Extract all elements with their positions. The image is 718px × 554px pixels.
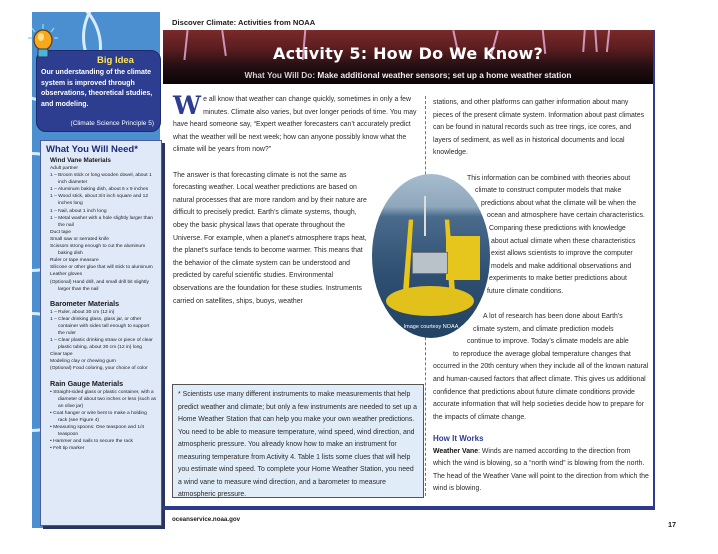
running-head: Discover Climate: Activities from NOAA: [172, 18, 316, 27]
list-item: Duct tape: [50, 229, 71, 235]
list-item: 1 – Aluminum baking dish, about 6 x 9 inches: [50, 187, 149, 193]
list-item: • Measuring spoons: One teaspoon and 1/4 teaspoon: [50, 425, 145, 438]
list-item: • Felt tip marker: [50, 446, 85, 452]
list-item: • Straight-sided glass or plastic container, with a diameter of about two inches or less (such as an olive jar): [50, 389, 157, 409]
how-it-works-text: Weather Vane: Winds are named according to the direction from which the wind is blowing, so a “north wind” is blowing from the north. The head of the Weather Vane will point to the direction from which the wind is blowing.: [433, 447, 649, 493]
list-item: • Hammer and nails to secure the rack: [50, 439, 133, 445]
wrapped-paragraph: A lot of research has been done about Earth’s climate system, and climate prediction models continue to improve. Today’s climate models are able to reproduce the average global temperature changes that: [453, 313, 631, 358]
big-idea-title: Big Idea: [97, 55, 134, 66]
materials-title: What You Will Need*: [46, 144, 138, 155]
list-item: 1 – Broom stick or long wooden dowel, about 1 inch diameter: [50, 173, 152, 186]
big-idea-box: [36, 50, 161, 132]
activity-subtitle: [163, 70, 653, 80]
list-item: 1 – Clear drinking glass, glass jar, or other container with sides tall enough to support the ruler: [50, 316, 150, 336]
list-item: 1 – Nail, about 1 inch long: [50, 208, 107, 214]
scientists-note-box: * Scientists use many different instruments to make measurements that help predict weather and climate; but only a few instruments are needed to set up a Home Weather Station that can help you make your own weather predictions. You need to be able to measure temperature, wind speed, wind direction, and atmospheric pressure. You already know how to make an instrument for measuring temperature from Activity 4. Table 1 lists some clues that will help you estimate wind speed. To complete your Home Weather Station, you need a wind vane to measure wind direction, and a barometer to measure atmospheric pressure.: [172, 384, 424, 498]
body-paragraph: occurred in the 20th century when they include all of the known natural and human-caused factors that affect climate. This gives us additional confidence that predictions about future climate conditions provide accurate information that will help societies decide how to prepare for the impacts of climate change.: [433, 363, 649, 421]
list-item: Small saw or serrated knife: [50, 236, 109, 242]
list-item: Silicone or other glue that will stick to aluminum: [50, 265, 153, 271]
big-idea-text: Our understanding of the climate system is improved through observations, theoretical studies, and modeling.: [41, 69, 153, 108]
section-heading: Wind Vane Materials: [50, 157, 111, 164]
list-item: 1 – Metal washer with a hole slightly larger than the nail: [50, 215, 154, 228]
body-paragraph: stations, and other platforms can gather information about many pieces of the present climate system. Information about past climates can be found in natural records such as tree rings, ice cores, and layers of sediment, as well as in historical documents and local knowledge.: [433, 99, 645, 157]
page-number: 17: [668, 520, 677, 529]
drop-cap: W: [173, 91, 202, 120]
materials-box: [40, 140, 162, 526]
list-item: Leather gloves: [50, 272, 83, 278]
list-item: Ruler or tape measure: [50, 258, 99, 264]
list-item: Clear tape: [50, 352, 73, 358]
big-idea-citation: (Climate Science Principle 5): [70, 120, 154, 127]
list-item: • Coat hanger or wire bent to make a holding rack (see Figure 4): [50, 410, 147, 423]
list-item: 1 – Clear plastic drinking straw or piece of clear plastic tubing, about 30 cm (12 in) long: [50, 338, 153, 351]
body-paragraph: The answer is that forecasting climate is not the same as forecasting weather. Local weather predictions are based on natural processes that are more random and by their nature are difficult to precisely predict. Earth’s climate systems, though, obey the basic physical laws that operate throughout the Universe. For example, when a planet’s atmosphere traps heat, the planet’s surface tends to become warmer. This means that the behavior of the climate system can be understood and predicted by careful scientific studies. Environmental observations are the foundation for these studies. Instruments carried on satellites, ships, buoys, weather: [173, 171, 367, 305]
lightbulb-icon: [28, 24, 58, 62]
activity-title: Activity 5: How Do We Know?: [273, 44, 543, 63]
list-item: Scissors strong enough to cut the aluminum baking dish: [50, 244, 146, 257]
list-item: (Optional) Food coloring, your choice of color: [50, 366, 148, 372]
activity-banner: [163, 30, 653, 84]
section-heading: Rain Gauge Materials: [50, 378, 124, 388]
subtitle-text: Make additional weather sensors; set up a home weather station: [315, 70, 572, 80]
section-heading: Barometer Materials: [50, 298, 120, 308]
footer-rule: [163, 507, 655, 510]
list-item: Modeling clay or chewing gum: [50, 359, 116, 365]
list-item: (Optional) Hand drill, and small drill bit slightly larger than the nail: [50, 279, 149, 292]
wrapped-paragraph: This information can be combined with theories about climate to construct computer models that make predictions about what the climate will be when the ocean and atmosphere have certain characteristics. Comparing these predictions with knowledge about actual climate when these characteristics exist allows scientists to improve the computer models and make additional observations and experiments to make better predictions about future climate conditions.: [467, 174, 645, 295]
weather-buoy-photo: [372, 174, 490, 338]
list-item: 1 – Ruler, about 30 cm (12 in): [50, 309, 115, 315]
intro-paragraph: We all know that weather can change quickly, sometimes in only a few minutes. Climate also varies, but over longer periods of time. You may have heard someone say, “Expert weather forecasters can’t accurately predict what the weather will be next week; how can anyone possibly know what the climate will be years from now?”: [173, 91, 417, 154]
photo-credit: Image courtesy NOAA: [403, 324, 459, 330]
list-item: 1 – Wood stick, about 3/4 inch square and 12 inches long: [50, 194, 149, 207]
how-it-works-heading: How It Works: [433, 434, 484, 444]
list-item: Adult partner: [50, 166, 79, 171]
footer-url: oceanservice.noaa.gov: [172, 516, 241, 523]
subtitle-label: What You Will Do:: [244, 70, 316, 80]
